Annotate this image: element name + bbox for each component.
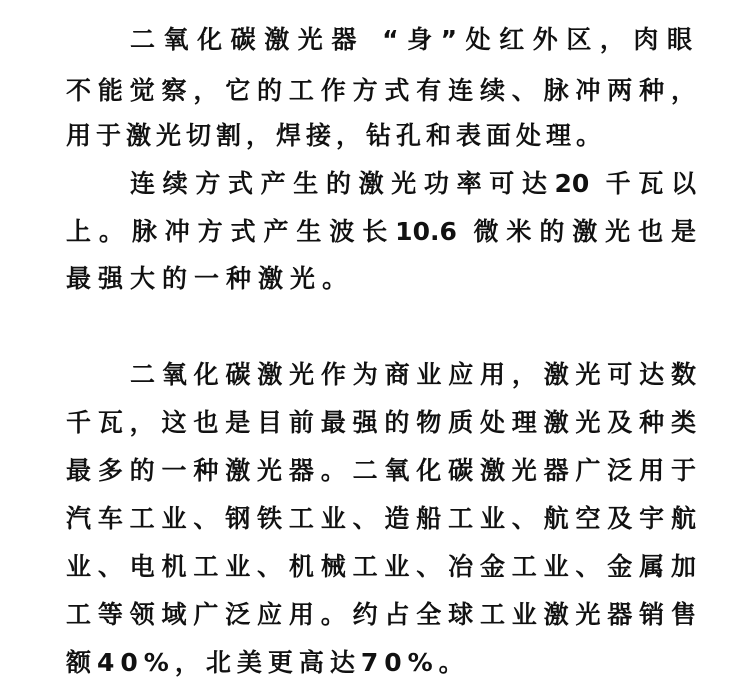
text-line: 不能觉察，它的工作方式有连续、脉冲两种，: [66, 76, 696, 105]
text-line: 二氧化碳激光器 “身”处红外区，肉眼: [130, 25, 696, 54]
text-line: 最强大的一种激光。: [66, 264, 355, 293]
text-line: 额40%，北美更高达70%。: [66, 648, 470, 677]
text-line: 二氧化碳激光作为商业应用，激光可达数: [130, 360, 696, 389]
text-line: 千瓦，这也是目前最强的物质处理激光及种类: [66, 408, 696, 437]
text-line: 上。脉冲方式产生波长10.6 微米的激光也是: [66, 217, 696, 246]
text-line: 工等领域广泛应用。约占全球工业激光器销售: [66, 600, 696, 629]
text-line: 最多的一种激光器。二氧化碳激光器广泛用于: [66, 456, 696, 485]
text-line: 连续方式产生的激光功率可达20 千瓦以: [130, 169, 696, 198]
text-line: 用于激光切割，焊接，钻孔和表面处理。: [66, 121, 607, 150]
text-line: 业、电机工业、机械工业、冶金工业、金属加: [66, 552, 696, 581]
text-line: 汽车工业、钢铁工业、造船工业、航空及宇航: [66, 504, 696, 533]
